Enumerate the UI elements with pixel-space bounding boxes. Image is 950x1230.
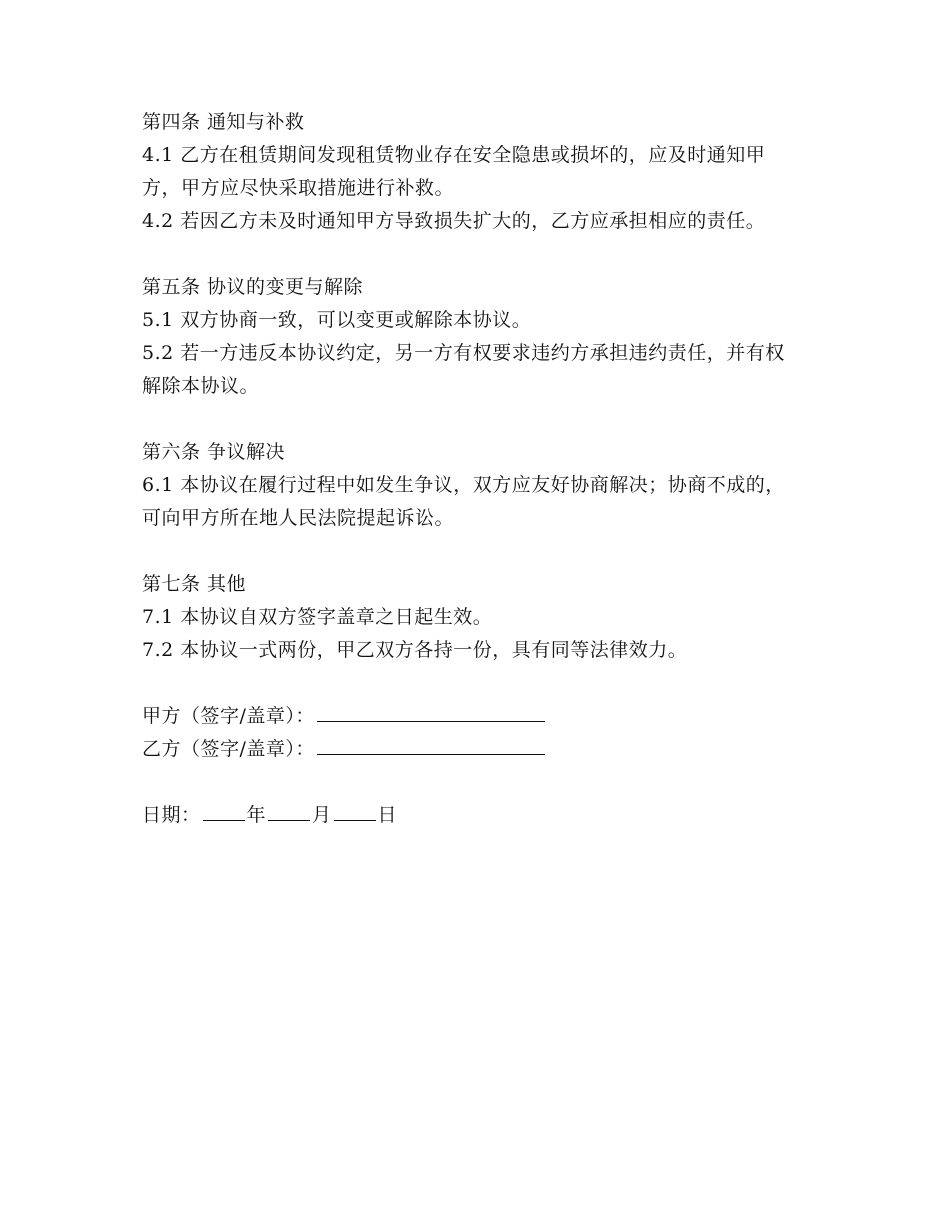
section-article-4 (142, 106, 802, 238)
article-heading: 第五条 协议的变更与解除 (142, 276, 364, 298)
date-year-blank (203, 819, 245, 821)
party-a-signature-blank (317, 720, 545, 722)
date-month-label: 月 (312, 804, 332, 826)
date-month-blank (268, 819, 310, 821)
date-year-label: 年 (246, 804, 267, 826)
date-day-label: 日 (377, 804, 398, 826)
party-a-signature-line (142, 700, 802, 733)
date-day-blank (334, 819, 376, 821)
party-b-signature-blank (317, 753, 545, 755)
clause-5-2: 5.2 若一方违反本协议约定，另一方有权要求违约方承担违约责任，并有权解除本协议。 (142, 342, 785, 397)
party-b-signature-line (142, 733, 802, 766)
article-heading: 第四条 通知与补救 (142, 111, 305, 133)
clause-5-1: 5.1 双方协商一致，可以变更或解除本协议。 (142, 309, 532, 331)
party-a-signature-label: 甲方（签字/盖章）： (142, 705, 315, 727)
party-b-signature-label: 乙方（签字/盖章）： (142, 738, 315, 760)
date-line (142, 799, 802, 832)
clause-6-1: 6.1 本协议在履行过程中如发生争议，双方应友好协商解决；协商不成的，可向甲方所在地人民法院提起诉讼。 (142, 474, 785, 529)
signature-block (142, 700, 802, 766)
section-article-7 (142, 568, 802, 667)
clause-7-1: 7.1 本协议自双方签字盖章之日起生效。 (142, 606, 493, 628)
clause-7-2: 7.2 本协议一式两份，甲乙双方各持一份，具有同等法律效力。 (142, 639, 688, 661)
document-page (142, 106, 802, 832)
article-heading: 第七条 其他 (142, 573, 247, 595)
clause-4-1: 4.1 乙方在租赁期间发现租赁物业存在安全隐患或损坏的，应及时通知甲方，甲方应尽快采取措施进行补救。 (142, 144, 766, 199)
section-article-6 (142, 436, 802, 535)
clause-4-2: 4.2 若因乙方未及时通知甲方导致损失扩大的，乙方应承担相应的责任。 (142, 210, 766, 232)
date-label: 日期： (142, 804, 201, 826)
section-article-5 (142, 271, 802, 403)
article-heading: 第六条 争议解决 (142, 441, 286, 463)
